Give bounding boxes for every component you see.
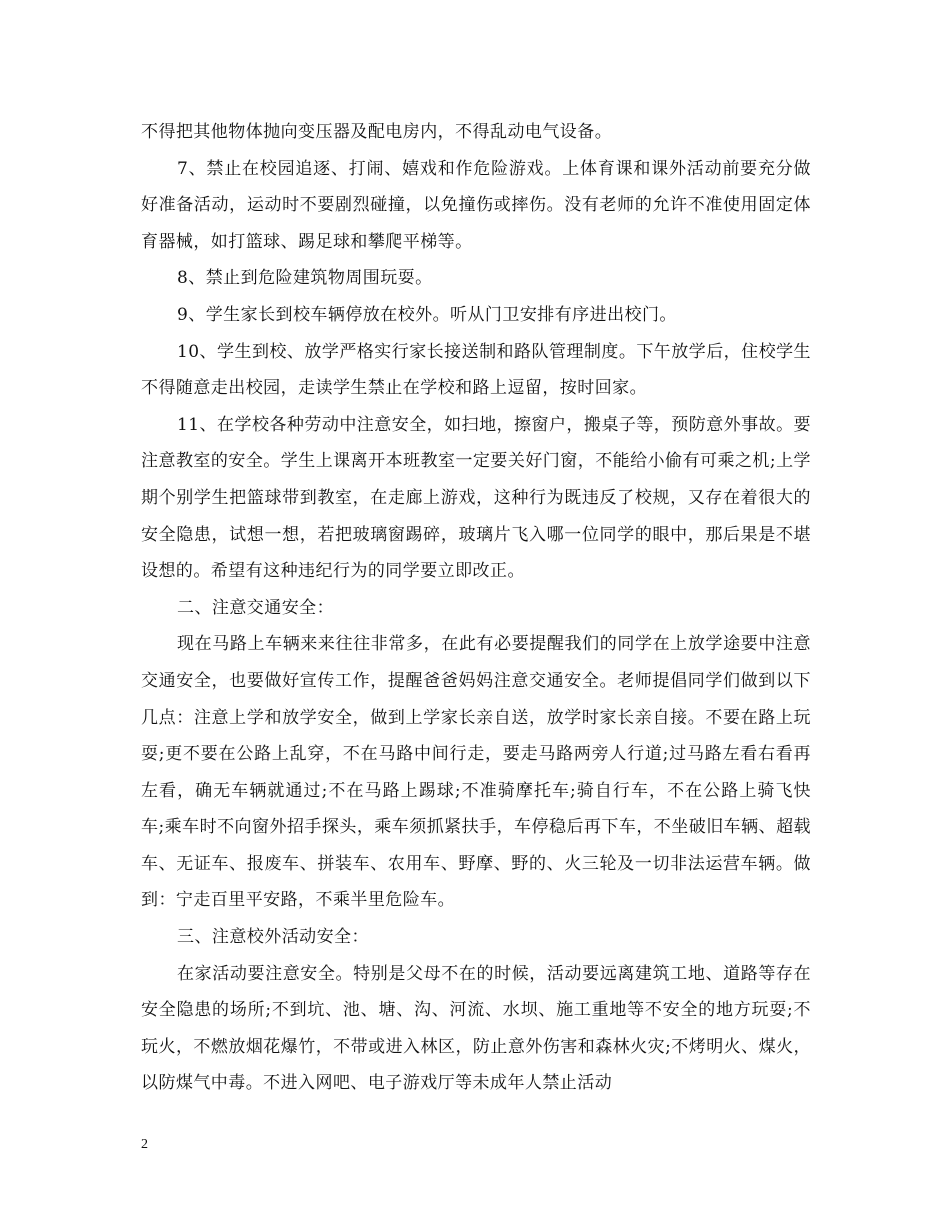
section-heading-traffic-safety: 二、注意交通安全： [177, 597, 335, 618]
paragraph-rule-10: 10、学生到校、放学严格实行家长接送制和路队管理制度。下午放学后，住校学生不得随意走出校园，走读学生禁止在学校和路上逗留，按时回家。 [141, 341, 811, 399]
section-heading-outdoor-safety: 三、注意校外活动安全： [177, 927, 369, 948]
paragraph-electrical-safety: 不得把其他物体抛向变压器及配电房内，不得乱动电气设备。 [141, 122, 613, 142]
paragraph-rule-11: 11、在学校各种劳动中注意安全，如扫地，擦窗户，搬桌子等，预防意外事故。要注意教室的安全。学生上课离开本班教室一定要关好门窗，不能给小偷有可乘之机;上学期个别学生把篮球带到教室，在走廊上游戏，这种行为既违反了校规，又存在着很大的安全隐患，试想一想，若把玻璃窗踢碎，玻璃片飞入哪一位同学的眼中，那后果是不堪设想的。希望有这种违纪行为的同学要立即改正。 [141, 414, 811, 582]
paragraph-rule-7: 7、禁止在校园追逐、打闹、嬉戏和作危险游戏。上体育课和课外活动前要充分做好准备活动，运动时不要剧烈碰撞，以免撞伤或摔伤。没有老师的允许不准使用固定体育器械，如打篮球、踢足球和攀爬平梯等。 [141, 158, 811, 252]
paragraph-outdoor-safety: 在家活动要注意安全。特别是父母不在的时候，活动要远离建筑工地、道路等存在安全隐患的场所;不到坑、池、塘、沟、河流、水坝、施工重地等不安全的地方玩耍;不玩火，不燃放烟花爆竹，不带或进入林区，防止意外伤害和森林火灾;不烤明火、煤火，以防煤气中毒。不进入网吧、电子游戏厅等未成年人禁止活动 [141, 963, 811, 1094]
paragraph-traffic-safety: 现在马路上车辆来来往往非常多，在此有必要提醒我们的同学在上放学途要中注意交通安全，也要做好宣传工作，提醒爸爸妈妈注意交通安全。老师提倡同学们做到以下几点：注意上学和放学安全，做到上学家长亲自送，放学时家长亲自接。不要在路上玩耍;更不要在公路上乱穿，不在马路中间行走，要走马路两旁人行道;过马路左看右看再左看，确无车辆就通过;不在马路上踢球;不准骑摩托车;骑自行车，不在公路上骑飞快车;乘车时不向窗外招手探头，乘车须抓紧扶手，车停稳后再下车，不坐破旧车辆、超载车、无证车、报废车、拼装车、农用车、野摩、野的、火三轮及一切非法运营车辆。做到：宁走百里平安路，不乘半里危险车。 [141, 634, 811, 911]
document-body [141, 114, 811, 1102]
paragraph-rule-8: 8、禁止到危险建筑物周围玩耍。 [177, 268, 433, 289]
paragraph-rule-9: 9、学生家长到校车辆停放在校外。听从门卫安排有序进出校门。 [177, 304, 677, 325]
page-number: 2 [141, 1137, 148, 1152]
